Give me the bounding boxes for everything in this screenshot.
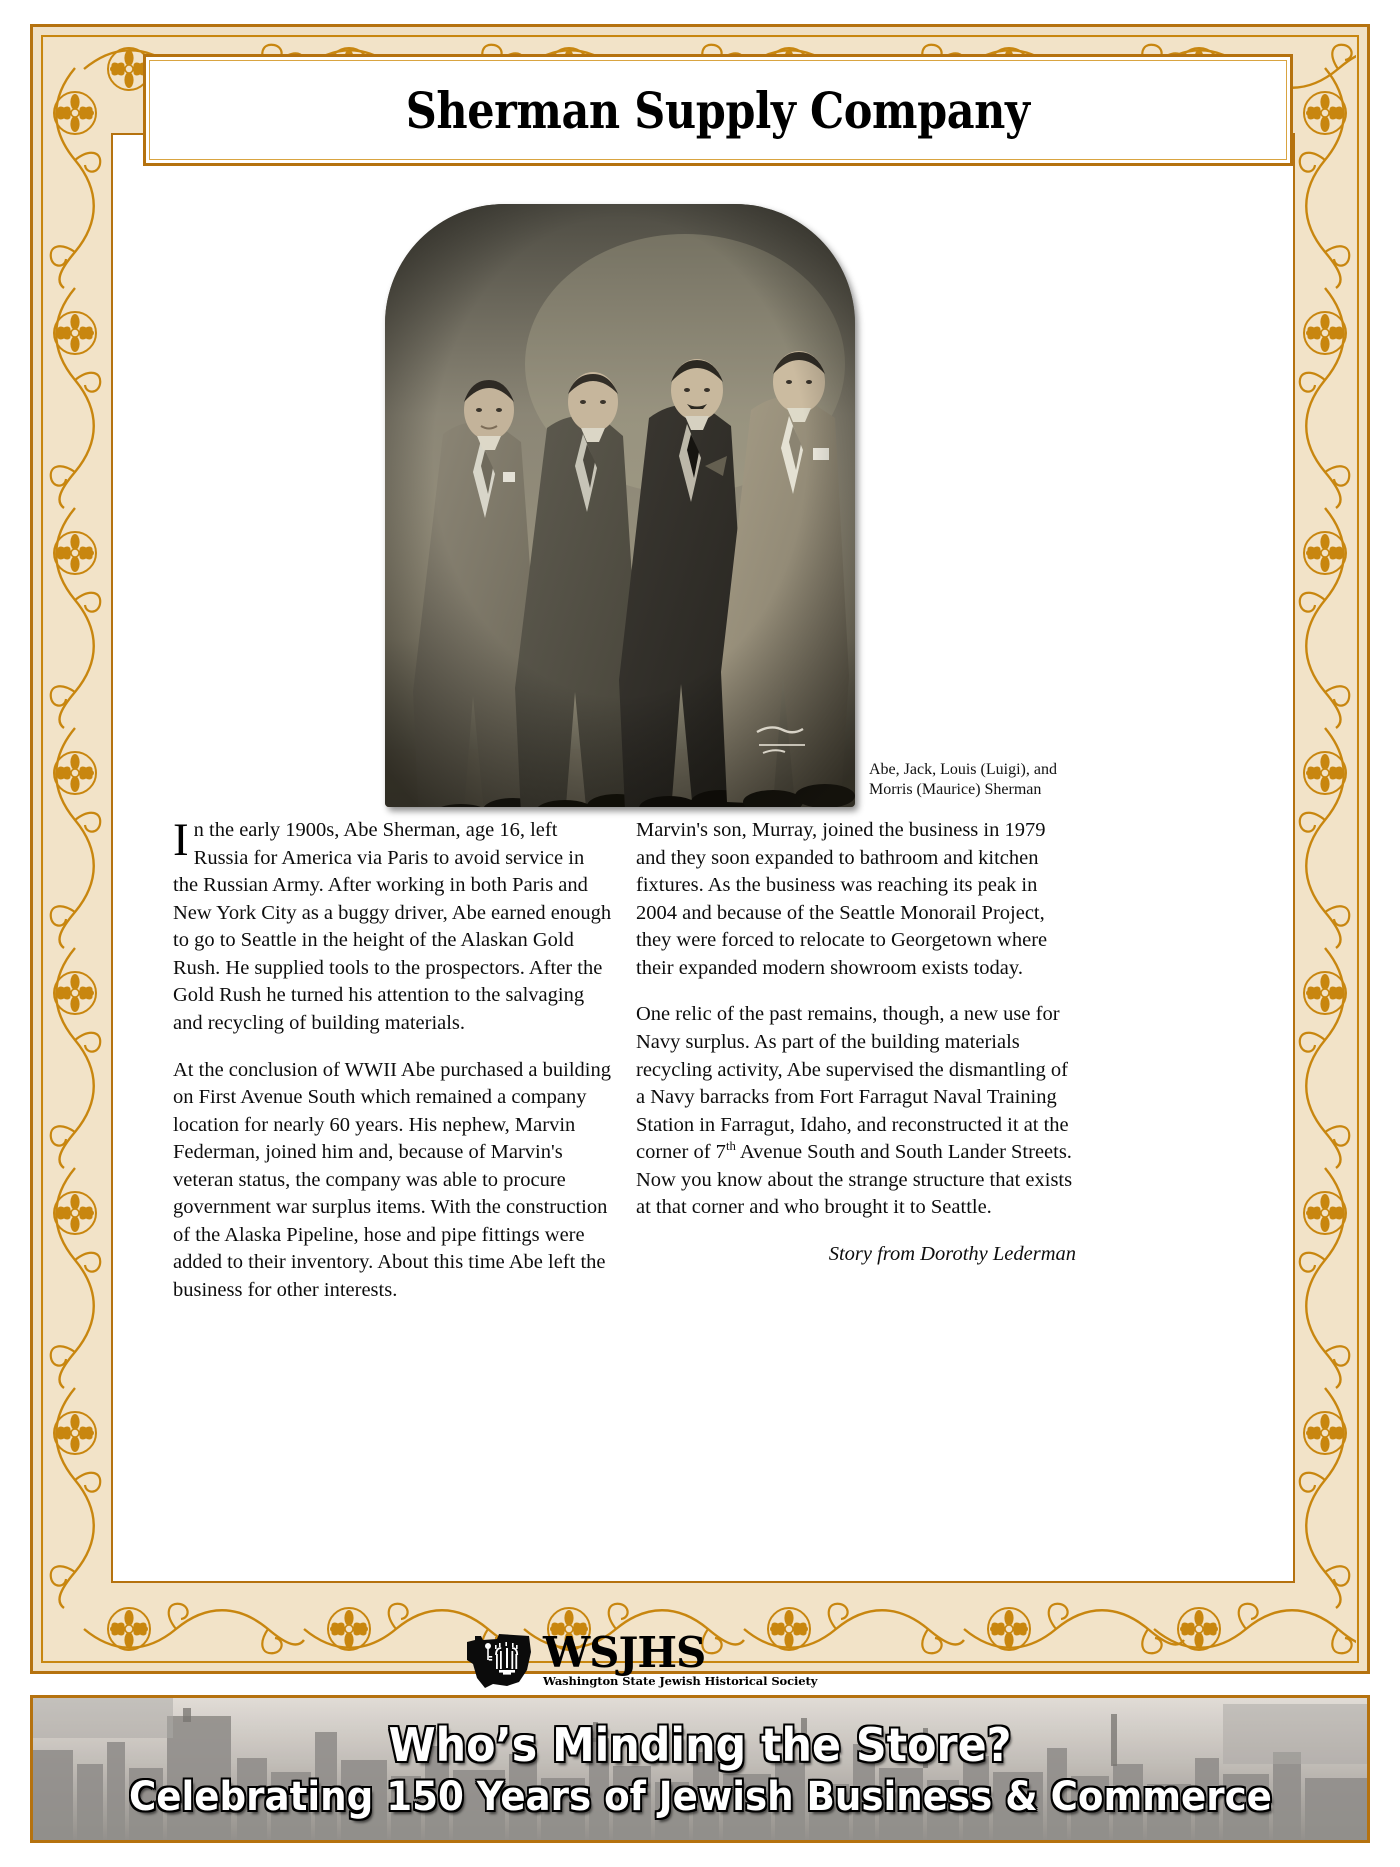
photo-caption: Abe, Jack, Louis (Luigi), and Morris (Maurice) Sherman bbox=[869, 761, 1057, 798]
exhibit-banner bbox=[30, 1695, 1370, 1843]
right-paragraph-2-part-a: One relic of the past remains, though, a new use for Navy surplus. As part of the building materials recycling activity, Abe supervised the dismantling of a Navy barracks from Fort Farragut Naval Training Station in Farragut, Idaho, and reconstructed it at the corner of 7 bbox=[636, 1003, 1069, 1164]
poster-frame bbox=[30, 24, 1370, 1688]
left-paragraph-2: At the conclusion of WWII Abe purchased a building on First Avenue South which remained a company location for nearly 60 years. His nephew, Marvin Federman, joined him and, because of Marvin's veteran status, the company was able to procure government war surplus items. With the construction of the Alaska Pipeline, hose and pipe fittings were added to their inventory. About this time Abe left the business for other interests. bbox=[173, 1058, 611, 1301]
article-body bbox=[173, 814, 1288, 1357]
left-paragraph-1-text: n the early 1900s, Abe Sherman, age 16, left Russia for America via Paris to avoid service in the Russian Army. After working in both Paris and New York City as a buggy driver, Abe earned enough to go to Seattle in the height of the Alaskan Gold Rush. He supplied tools to the prospectors. After the Gold Rush he turned his attention to the salvaging and recycling of building materials. bbox=[173, 819, 612, 1034]
page-title: Sherman Supply Company bbox=[406, 80, 1030, 140]
wsjhs-logo bbox=[463, 1625, 818, 1697]
story-byline: Story from Dorothy Lederman bbox=[828, 1242, 1076, 1265]
logo-wordmark bbox=[543, 1628, 818, 1688]
banner-headline: Who’s Minding the Store? bbox=[388, 1718, 1012, 1772]
photo-image bbox=[385, 204, 855, 807]
title-box bbox=[143, 54, 1293, 166]
four-brothers-portrait-illustration bbox=[385, 204, 855, 807]
right-paragraph-2-part-b: Avenue South and South Lander Streets. Now you know about the strange structure that exists at that corner and who brought it to Seattle. bbox=[636, 1141, 1073, 1219]
right-paragraph-2 bbox=[636, 1001, 1076, 1222]
ordinal-suffix: th bbox=[725, 1139, 736, 1154]
left-paragraph-1 bbox=[173, 814, 613, 1038]
logo-acronym: WSJHS bbox=[543, 1628, 706, 1678]
right-paragraph-1: Marvin's son, Murray, joined the business in 1979 and they soon expanded to bathroom and kitchen fixtures. As the business was reaching its peak in 2004 and because of the Seattle Monorail Project, they were forced to relocate to Georgetown where their expanded modern showroom exists today. bbox=[636, 819, 1048, 979]
banner-subheadline: Celebrating 150 Years of Jewish Business & Commerce bbox=[128, 1774, 1272, 1820]
washington-state-menorah-icon bbox=[463, 1630, 535, 1692]
left-column bbox=[173, 814, 613, 1305]
logo-full-name: Washington State Jewish Historical Society bbox=[543, 1673, 818, 1688]
historical-photograph bbox=[385, 204, 855, 807]
banner-text-block bbox=[33, 1698, 1367, 1840]
drop-cap: I bbox=[173, 814, 189, 866]
right-column bbox=[636, 817, 1076, 1268]
